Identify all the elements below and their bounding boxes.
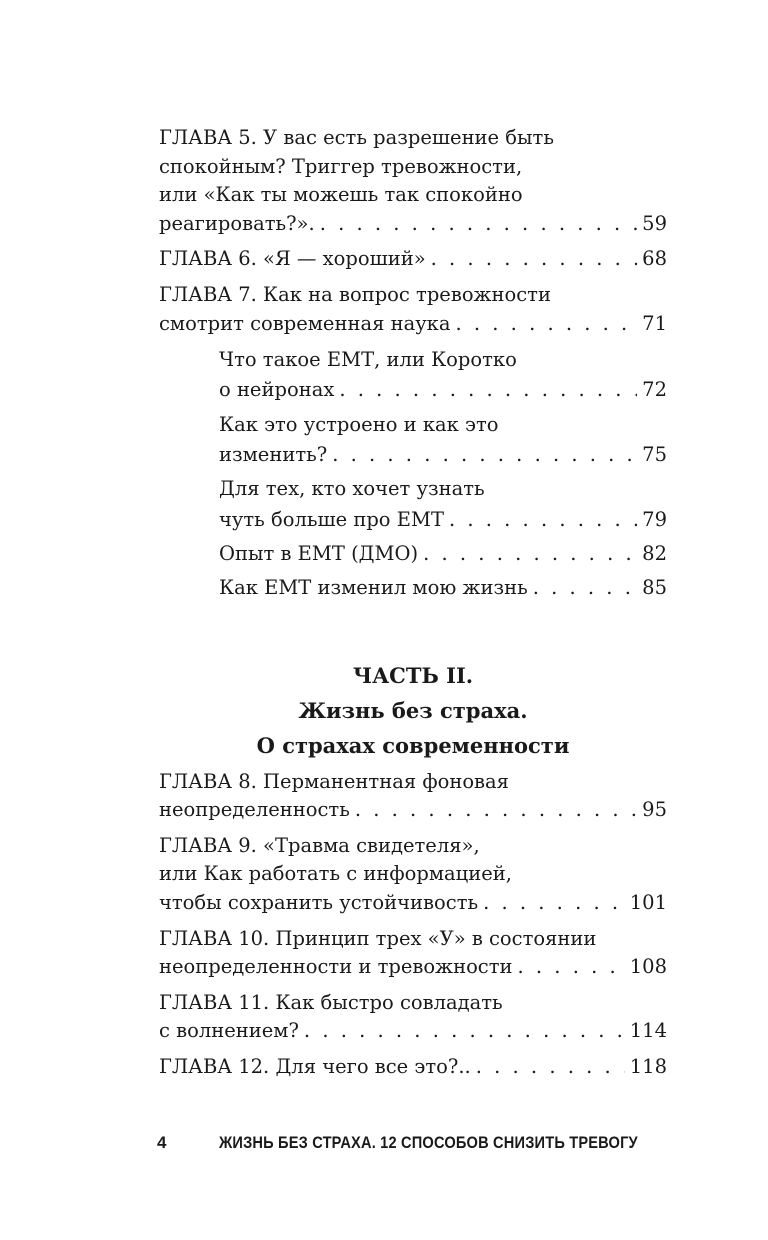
page-number: 118 xyxy=(629,1054,667,1078)
entry-line: Для тех, кто хочет узнать xyxy=(219,477,485,501)
entry-last-line xyxy=(159,1017,667,1046)
page-number: 82 xyxy=(642,541,667,565)
entry-text: Опыт в ЕМТ (ДМО) xyxy=(219,541,419,565)
toc-entry xyxy=(159,925,667,982)
entry-line: или Как работать с информацией, xyxy=(159,862,512,886)
entry-line: Как это устроено и как это xyxy=(219,412,499,436)
toc-entry xyxy=(159,989,667,1046)
part-number: ЧАСТЬ II. xyxy=(352,662,474,688)
entry-last-line xyxy=(219,375,667,405)
entry-last-line xyxy=(219,505,667,535)
entry-last-line xyxy=(159,310,667,339)
dot-leader xyxy=(533,573,637,603)
footer-book-title: ЖИЗНЬ БЕЗ СТРАХА. 12 СПОСОБОВ СНИЗИТЬ ТРЕВОГУ xyxy=(219,1133,638,1152)
dot-leader xyxy=(423,539,637,569)
dot-leader xyxy=(355,796,637,825)
page-number: 108 xyxy=(629,955,667,979)
page-number: 101 xyxy=(629,890,667,914)
entry-text: реагировать?». xyxy=(159,211,315,235)
footer-page-number: 4 xyxy=(157,1133,167,1152)
entry-last-line xyxy=(159,210,667,239)
toc-subentry xyxy=(219,410,667,471)
entry-line: ГЛАВА 11. Как быстро совладать xyxy=(159,990,503,1014)
page-number: 85 xyxy=(642,576,667,600)
page-number: 95 xyxy=(642,798,667,822)
toc-entry xyxy=(159,832,667,918)
page-number: 59 xyxy=(642,211,667,235)
entry-text: ГЛАВА 6. «Я — хороший» xyxy=(159,247,426,271)
entry-line: ГЛАВА 5. У вас есть разрешение быть xyxy=(159,126,554,149)
toc-entry xyxy=(159,281,667,338)
page-number: 75 xyxy=(642,443,667,467)
dot-leader xyxy=(518,953,625,982)
entry-text: чуть больше про ЕМТ xyxy=(219,507,444,531)
page-number: 71 xyxy=(642,311,667,335)
entry-line: спокойным? Триггер тревожности, xyxy=(159,154,523,178)
toc-subentry xyxy=(219,573,667,603)
entry-last-line xyxy=(159,1053,667,1082)
toc-subsections xyxy=(219,345,667,603)
dot-leader xyxy=(431,245,638,274)
table-of-contents xyxy=(159,124,667,1088)
entry-last-line xyxy=(159,245,667,274)
toc-subentry xyxy=(219,474,667,535)
toc-subentry xyxy=(219,539,667,569)
page-number: 68 xyxy=(642,247,667,271)
entry-text: с волнением? xyxy=(159,1019,299,1043)
page-number: 72 xyxy=(642,378,667,402)
dot-leader xyxy=(476,1053,625,1082)
dot-leader xyxy=(304,1017,625,1046)
entry-line: ГЛАВА 9. «Травма свидетеля», xyxy=(159,833,480,857)
running-footer xyxy=(157,1133,667,1155)
toc-group-2 xyxy=(159,768,667,1082)
part-subtitle: О страхах современности xyxy=(256,732,570,758)
dot-leader xyxy=(320,210,637,239)
entry-text: Как ЕМТ изменил мою жизнь xyxy=(219,576,528,600)
entry-text: о нейронах xyxy=(219,378,335,402)
entry-text: неопределенность xyxy=(159,798,350,822)
entry-text: ГЛАВА 12. Для чего все это?.. xyxy=(159,1054,471,1078)
page-number: 79 xyxy=(642,507,667,531)
entry-last-line xyxy=(219,539,667,569)
entry-text: чтобы сохранить устойчивость xyxy=(159,890,479,914)
toc-group-1 xyxy=(159,124,667,338)
entry-line: ГЛАВА 7. Как на вопрос тревожности xyxy=(159,282,551,306)
entry-text: изменить? xyxy=(219,443,328,467)
toc-entry xyxy=(159,124,667,238)
toc-entry xyxy=(159,245,667,274)
toc-entry xyxy=(159,1053,667,1082)
entry-text: неопределенности и тревожности xyxy=(159,955,513,979)
dot-leader xyxy=(449,505,637,535)
entry-line: ГЛАВА 8. Перманентная фоновая xyxy=(159,769,509,793)
entry-line: или «Как ты можешь так спокойно xyxy=(159,183,523,207)
entry-last-line xyxy=(159,953,667,982)
part-heading xyxy=(159,658,667,763)
entry-last-line xyxy=(159,796,667,825)
entry-last-line xyxy=(159,889,667,918)
entry-line: ГЛАВА 10. Принцип трех «У» в состоянии xyxy=(159,926,597,950)
entry-text: смотрит современная наука xyxy=(159,311,451,335)
entry-line: Что такое ЕМТ, или Коротко xyxy=(219,348,517,372)
dot-leader xyxy=(483,889,625,918)
dot-leader xyxy=(455,310,637,339)
dot-leader xyxy=(332,440,637,470)
toc-entry xyxy=(159,768,667,825)
entry-last-line xyxy=(219,440,667,470)
part-title: Жизнь без страха. xyxy=(298,697,528,723)
toc-subentry xyxy=(219,345,667,406)
page-number: 114 xyxy=(629,1019,667,1043)
entry-last-line xyxy=(219,573,667,603)
dot-leader xyxy=(339,375,637,405)
